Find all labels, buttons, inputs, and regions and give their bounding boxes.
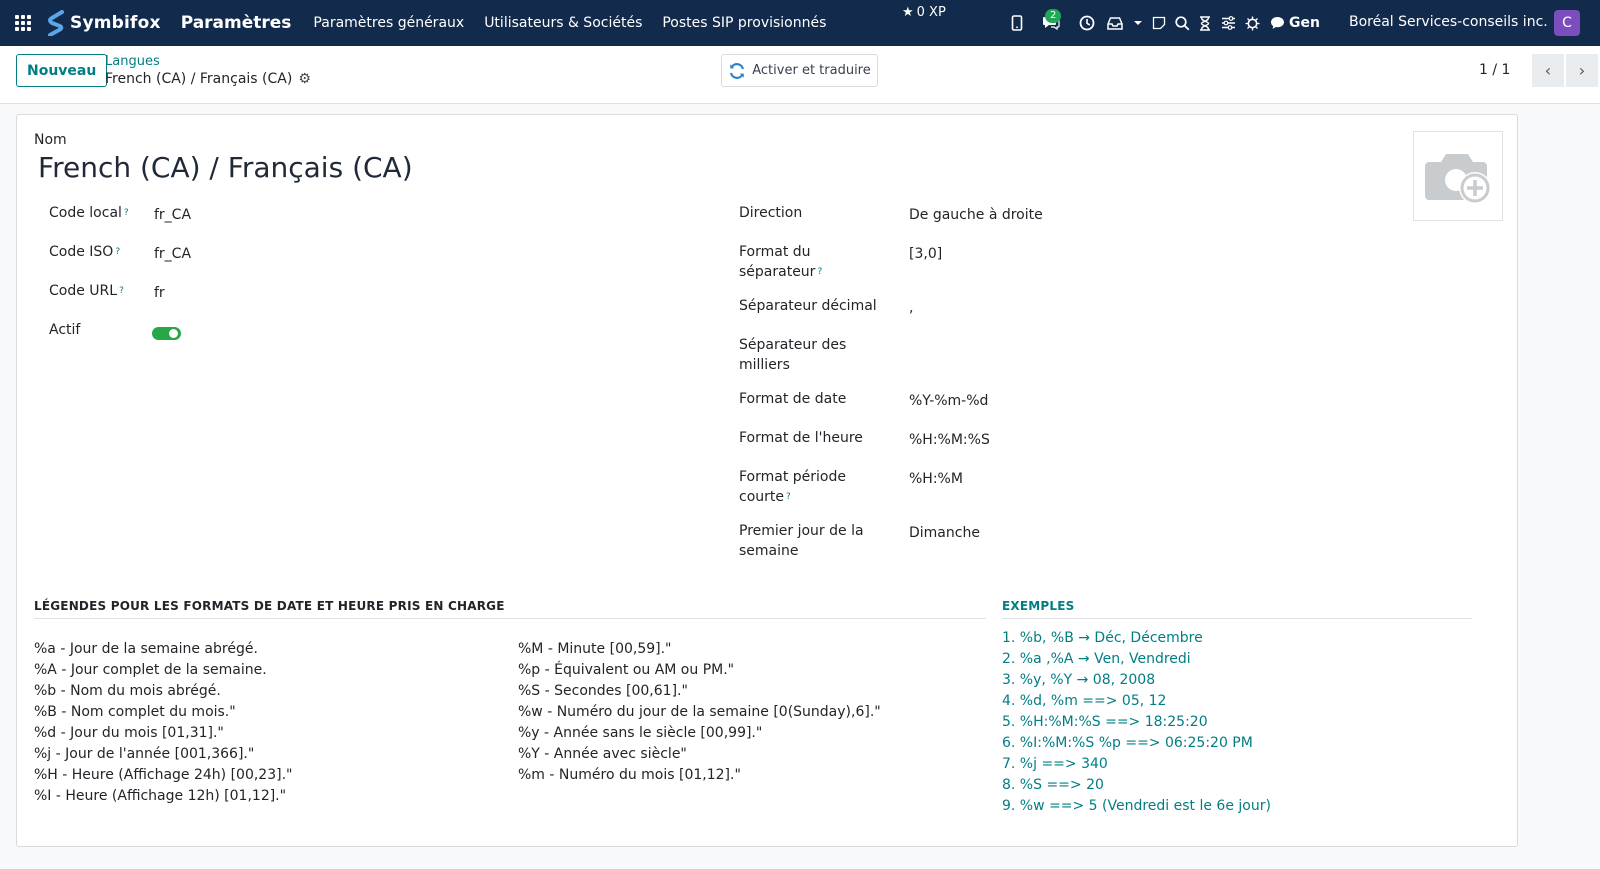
- decimal-separator-value[interactable]: ,: [909, 300, 914, 316]
- legend-item: %w - Numéro du jour de la semaine [0(Sunday),6].": [518, 704, 881, 720]
- dropdown-caret-icon[interactable]: [1128, 0, 1148, 46]
- breadcrumb: [105, 54, 311, 88]
- examples-divider: [1002, 618, 1472, 619]
- messages-badge: 2: [1045, 9, 1061, 23]
- brand[interactable]: [46, 10, 161, 36]
- help-tooltip-icon[interactable]: ?: [786, 492, 791, 502]
- pager-previous-button[interactable]: [1532, 54, 1564, 87]
- example-item: 5. %H:%M:%S ==> 18:25:20: [1002, 714, 1208, 730]
- code-url-label: [49, 281, 124, 301]
- gen-label: Gen: [1289, 15, 1320, 31]
- control-panel: [0, 46, 1600, 104]
- code-iso-label-text: Code ISO: [49, 244, 114, 260]
- phone-icon[interactable]: [1004, 0, 1030, 46]
- direction-label: Direction: [739, 205, 803, 221]
- legend-item: %I - Heure (Affichage 12h) [01,12].": [34, 788, 287, 804]
- chevron-left-icon: ‹: [1544, 61, 1552, 80]
- pager-next-button[interactable]: [1566, 54, 1598, 87]
- user-avatar[interactable]: C: [1554, 10, 1580, 36]
- legend-item: %B - Nom complet du mois.": [34, 704, 236, 720]
- chevron-right-icon: ›: [1578, 61, 1586, 80]
- example-item: 1. %b, %B → Déc, Décembre: [1002, 630, 1203, 646]
- legend-item: %M - Minute [00,59].": [518, 641, 672, 657]
- note-icon[interactable]: [1148, 0, 1170, 46]
- menu-sip-stations[interactable]: Postes SIP provisionnés: [662, 15, 827, 31]
- legend-item: %p - Équivalent ou AM ou PM.": [518, 662, 735, 678]
- direction-value[interactable]: De gauche à droite: [909, 207, 1043, 223]
- legend-item: %Y - Année avec siècle": [518, 746, 687, 762]
- legend-item: %a - Jour de la semaine abrégé.: [34, 641, 258, 657]
- new-button[interactable]: Nouveau: [16, 54, 107, 87]
- code-iso-label: [49, 242, 120, 262]
- chat-icon: [1270, 16, 1285, 30]
- name-label: Nom: [34, 132, 67, 148]
- chat-gen-button[interactable]: [1270, 15, 1320, 31]
- activity-clock-icon[interactable]: [1072, 0, 1102, 46]
- star-icon: ★: [902, 5, 914, 20]
- help-tooltip-icon[interactable]: ?: [817, 267, 823, 277]
- sliders-icon[interactable]: [1216, 0, 1240, 46]
- legends-heading: LÉGENDES POUR LES FORMATS DE DATE ET HEURE PRIS EN CHARGE: [34, 599, 505, 613]
- legend-item: %S - Secondes [00,61].": [518, 683, 688, 699]
- search-icon[interactable]: [1170, 0, 1194, 46]
- camera-add-icon: [1423, 144, 1493, 208]
- short-time-format-value[interactable]: %H:%M: [909, 471, 963, 487]
- top-navbar: [0, 0, 1600, 46]
- separator-format-value[interactable]: [3,0]: [909, 246, 943, 262]
- brand-name: Symbifox: [70, 13, 161, 33]
- decimal-separator-label: Séparateur décimal: [739, 298, 877, 314]
- example-item: 2. %a ,%A → Ven, Vendredi: [1002, 651, 1191, 667]
- short-time-format-label: [739, 467, 869, 507]
- legends-divider: [34, 618, 986, 619]
- apps-menu-icon[interactable]: [0, 0, 46, 46]
- hourglass-icon[interactable]: [1194, 0, 1216, 46]
- code-local-value[interactable]: fr_CA: [154, 207, 192, 223]
- date-format-value[interactable]: %Y-%m-%d: [909, 393, 989, 409]
- date-format-label: Format de date: [739, 391, 847, 407]
- activate-translate-label: Activer et traduire: [752, 63, 871, 78]
- activate-translate-button[interactable]: [721, 54, 878, 87]
- gear-icon[interactable]: ⚙: [298, 71, 311, 87]
- breadcrumb-current-label: French (CA) / Français (CA): [105, 71, 293, 87]
- code-url-value[interactable]: fr: [154, 285, 165, 301]
- brand-logo-icon: [46, 10, 66, 36]
- xp-counter[interactable]: [902, 5, 946, 20]
- language-name-field[interactable]: French (CA) / Français (CA): [38, 151, 413, 184]
- example-item: 8. %S ==> 20: [1002, 777, 1104, 793]
- legend-item: %A - Jour complet de la semaine.: [34, 662, 267, 678]
- code-url-label-text: Code URL: [49, 283, 118, 299]
- week-start-value[interactable]: Dimanche: [909, 525, 980, 541]
- bug-icon[interactable]: [1240, 0, 1264, 46]
- separator-format-label-text: Format du séparateur: [739, 244, 816, 280]
- time-format-label: Format de l'heure: [739, 430, 863, 446]
- active-label: Actif: [49, 322, 81, 338]
- code-iso-value[interactable]: fr_CA: [154, 246, 192, 262]
- inbox-icon[interactable]: [1102, 0, 1128, 46]
- examples-heading: EXEMPLES: [1002, 599, 1075, 613]
- xp-value: 0 XP: [916, 5, 946, 20]
- active-toggle[interactable]: [152, 327, 181, 340]
- legend-item: %d - Jour du mois [01,31].": [34, 725, 224, 741]
- time-format-value[interactable]: %H:%M:%S: [909, 432, 990, 448]
- menu-general-settings[interactable]: Paramètres généraux: [313, 15, 465, 31]
- image-upload[interactable]: [1413, 131, 1503, 221]
- example-item: 3. %y, %Y → 08, 2008: [1002, 672, 1156, 688]
- legend-item: %y - Année sans le siècle [00,99].": [518, 725, 763, 741]
- help-tooltip-icon[interactable]: ?: [119, 286, 124, 296]
- refresh-icon: [728, 62, 746, 80]
- legend-item: %m - Numéro du mois [01,12].": [518, 767, 741, 783]
- thousands-separator-label: Séparateur des milliers: [739, 337, 847, 373]
- legend-item: %H - Heure (Affichage 24h) [00,23].": [34, 767, 293, 783]
- example-item: 6. %I:%M:%S %p ==> 06:25:20 PM: [1002, 735, 1253, 751]
- code-local-label: [49, 203, 129, 223]
- pager-value[interactable]: 1 / 1: [1479, 62, 1511, 78]
- code-local-label-text: Code local: [49, 205, 122, 221]
- breadcrumb-current: [105, 70, 311, 88]
- app-title[interactable]: Paramètres: [180, 13, 292, 33]
- legend-item: %b - Nom du mois abrégé.: [34, 683, 221, 699]
- help-tooltip-icon[interactable]: ?: [123, 208, 129, 218]
- separator-format-label: [739, 242, 869, 282]
- short-time-format-label-text: Format période courte: [739, 469, 846, 505]
- company-switcher[interactable]: Boréal Services-conseils inc.: [1349, 14, 1548, 30]
- example-item: 7. %j ==> 340: [1002, 756, 1108, 772]
- breadcrumb-parent-link[interactable]: Langues: [105, 54, 160, 69]
- help-tooltip-icon[interactable]: ?: [115, 247, 121, 257]
- example-item: 4. %d, %m ==> 05, 12: [1002, 693, 1167, 709]
- legend-item: %j - Jour de l'année [001,366].": [34, 746, 255, 762]
- systray: [1004, 0, 1320, 46]
- example-item: 9. %w ==> 5 (Vendredi est le 6e jour): [1002, 798, 1271, 814]
- messages-icon[interactable]: [1030, 0, 1072, 46]
- week-start-label: Premier jour de la semaine: [739, 523, 864, 559]
- form-sheet: [16, 114, 1518, 847]
- menu-users-companies[interactable]: Utilisateurs & Sociétés: [484, 15, 643, 31]
